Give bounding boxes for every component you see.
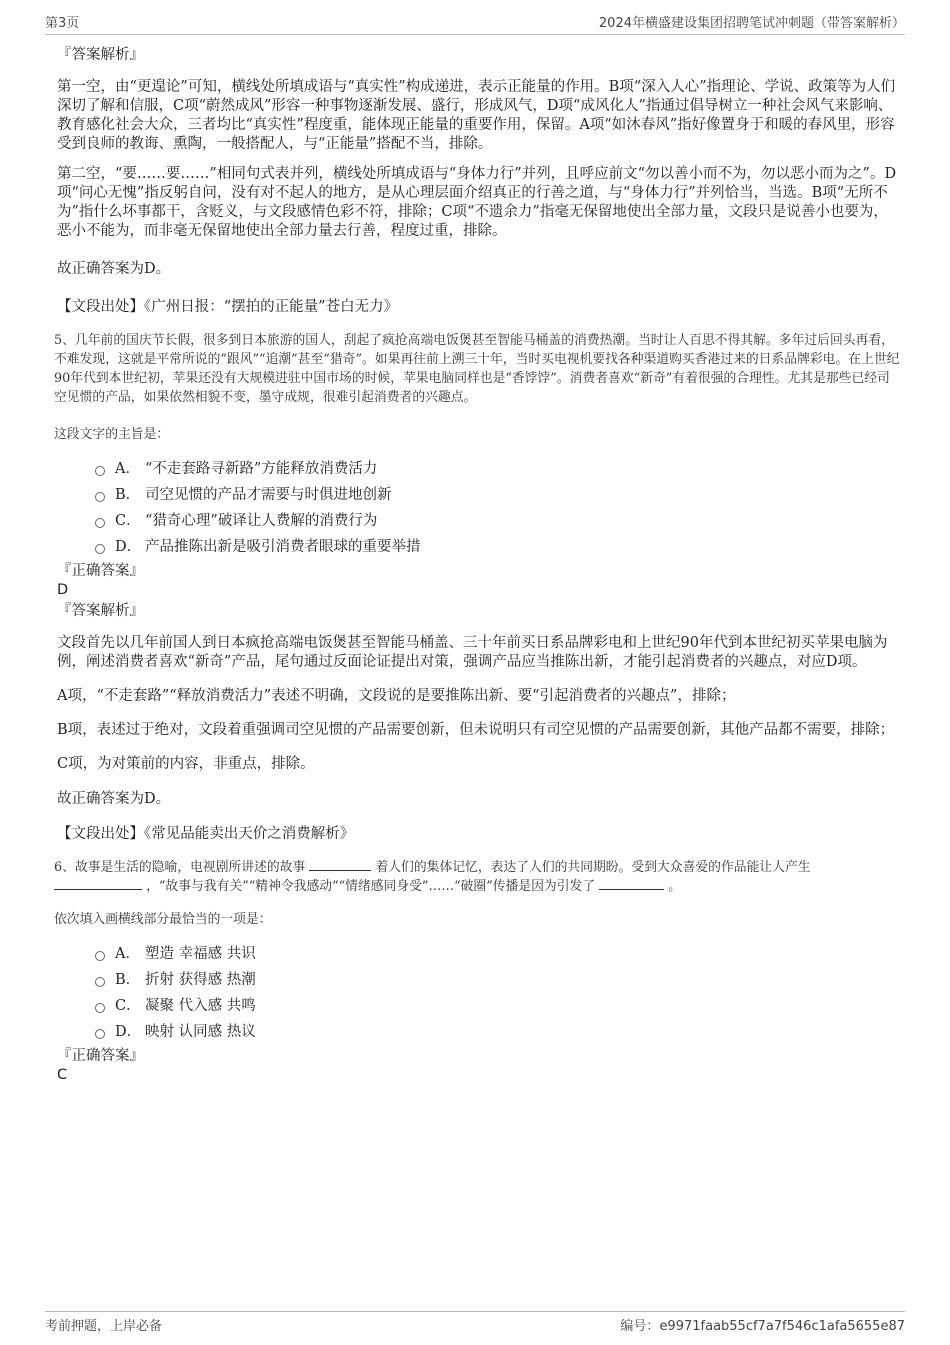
q6-option-a[interactable]: [95, 941, 900, 967]
document-id-label: 编号：: [620, 1319, 660, 1334]
q4-analysis-para-1: 第一空，由“更遑论”可知，横线处所填成语与“真实性”构成递进，表示正能量的作用。B项“深入人心”指理论、学说、政策等为人们深切了解和信服，C项“蔚然成风”形容一种事物逐渐发展、盛行，形成风气，D项“成风化人”指通过倡导树立一种社会风气来影响、教育感化社会大众，三者均比“真实性”程度重，能体现正能量的重要作用，保留。A项“如沐春风”指好像置身于和暖的春风里，形容受到良师的教诲、熏陶，一般搭配人，与“正能量”搭配不当，排除。: [57, 79, 896, 152]
page-footer: [45, 1311, 905, 1334]
q5-conclusion: 故正确答案为D。: [57, 791, 171, 807]
q5-analysis-label: 『答案解析』: [57, 603, 144, 619]
radio-button-icon[interactable]: [95, 951, 105, 961]
q5-prompt: 这段文字的主旨是：: [54, 427, 170, 442]
fill-blank-3: [599, 877, 664, 890]
q6-question-part-3: ，“故事与我有关”“精神令我感动”“情绪感同身受”……“破圈”传播是因为引发了: [146, 879, 596, 894]
q6-option-b[interactable]: [95, 967, 900, 993]
q4-source: 【文段出处】《广州日报：“摆拍的正能量”苍白无力》: [57, 299, 399, 315]
q5-option-d[interactable]: [95, 534, 900, 560]
q5-analysis-para-2: A项，“不走套路”“释放消费活力”表述不明确，文段说的是要推陈出新、要“引起消费者的兴趣点”，排除；: [57, 688, 736, 704]
q5-analysis-para-1: 文段首先以几年前国人到日本疯抢高端电饭煲甚至智能马桶盖、三十年前买日系品牌彩电和上世纪90年代到本世纪初买苹果电脑为例，阐述消费者喜欢“新奇”产品，尾句通过反面论证提出对策，强调产品应当推陈出新，才能引起消费者的兴趣点，对应D项。: [57, 635, 888, 670]
q5-analysis-para-3: B项，表述过于绝对，文段着重强调司空见惯的产品需要创新，但未说明只有司空见惯的产品需要创新，其他产品都不需要，排除；: [57, 722, 895, 738]
radio-button-icon[interactable]: [95, 1029, 105, 1039]
option-text: “不走套路寻新路”方能释放消费活力: [145, 461, 378, 477]
fill-blank-1: [309, 858, 371, 871]
option-label: B．: [115, 972, 141, 988]
main-content: [54, 46, 900, 1085]
radio-button-icon[interactable]: [95, 466, 105, 476]
option-label: B．: [115, 487, 141, 503]
q5-analysis-para-4: C项，为对策前的内容，非重点，排除。: [57, 756, 315, 772]
q6-correct-label: 『正确答案』: [57, 1048, 144, 1064]
footer-slogan: 考前押题，上岸必备: [45, 1319, 163, 1334]
radio-button-icon[interactable]: [95, 492, 105, 502]
q6-question: [54, 858, 900, 896]
q6-correct-answer: C: [57, 1067, 68, 1083]
q6-options: [95, 941, 900, 1045]
option-text: 映射 认同感 热议: [145, 1024, 256, 1040]
q5-correct-label: 『正确答案』: [57, 563, 144, 579]
option-label: C．: [115, 998, 141, 1014]
q6-option-c[interactable]: [95, 993, 900, 1019]
option-label: D．: [115, 1024, 142, 1040]
option-label: D．: [115, 539, 142, 555]
option-label: A．: [115, 461, 140, 477]
radio-button-icon[interactable]: [95, 1003, 105, 1013]
page-header: [45, 12, 905, 35]
radio-button-icon[interactable]: [95, 518, 105, 528]
q4-analysis-para-2: 第二空，“要……要……”相同句式表并列，横线处所填成语与“身体力行”并列，且呼应前文“勿以善小而不为，勿以恶小而为之”。D项“问心无愧”指反躬自问，没有对不起人的地方，是从心理层面介绍真正的行善之道，与“身体力行”并列恰当，当选。B项“无所不为”指什么坏事都干，含贬义，与文段感情色彩不符，排除；C项“不遗余力”指毫无保留地使出全部力量，文段只是说善小也要为，恶小不能为，而非毫无保留地使出全部力量去行善，程度过重，排除。: [57, 166, 897, 239]
q5-correct-answer: D: [57, 582, 69, 598]
page-number: 第3页: [45, 16, 80, 31]
option-text: 折射 获得感 热潮: [145, 972, 256, 988]
option-label: A．: [115, 946, 140, 962]
q4-analysis-label: 『答案解析』: [57, 47, 144, 63]
option-text: 产品推陈出新是吸引消费者眼球的重要举措: [145, 539, 421, 555]
q5-option-b[interactable]: [95, 482, 900, 508]
q6-question-part-1: 6、故事是生活的隐喻，电视剧所讲述的故事: [54, 860, 306, 875]
option-text: 塑造 幸福感 共识: [145, 946, 256, 962]
q6-option-d[interactable]: [95, 1019, 900, 1045]
document-id: [620, 1315, 905, 1334]
option-label: C．: [115, 513, 141, 529]
option-text: “猎奇心理”破译让人费解的消费行为: [145, 513, 378, 529]
q5-source: 【文段出处】《常见品能卖出天价之消费解析》: [57, 826, 355, 842]
q5-options: [95, 456, 900, 560]
option-text: 司空见惯的产品才需要与时俱进地创新: [145, 487, 392, 503]
radio-button-icon[interactable]: [95, 544, 105, 554]
option-text: 凝聚 代入感 共鸣: [145, 998, 256, 1014]
document-id-value: e9971faab55cf7a7f546c1afa5655e87: [659, 1319, 905, 1334]
q5-option-a[interactable]: [95, 456, 900, 482]
q4-conclusion: 故正确答案为D。: [57, 261, 171, 277]
q6-prompt: 依次填入画横线部分最恰当的一项是：: [54, 912, 272, 927]
fill-blank-2: [54, 877, 142, 890]
q6-question-part-2: 着人们的集体记忆，表达了人们的共同期盼。受到大众喜爱的作品能让人产生: [375, 860, 811, 875]
radio-button-icon[interactable]: [95, 977, 105, 987]
q6-question-part-4: 。: [668, 879, 682, 894]
q5-option-c[interactable]: [95, 508, 900, 534]
q5-question: 5、几年前的国庆节长假，很多到日本旅游的国人，刮起了疯抢高端电饭煲甚至智能马桶盖的消费热潮。当时让人百思不得其解。多年过后回头再看，不难发现，这就是平常所说的“跟风”“追潮”甚至“猎奇”。如果再往前上溯三十年，当时买电视机要找各种渠道购买香港过来的日系品牌彩电。在上世纪90年代到本世纪初，苹果还没有大规模进驻中国市场的时候，苹果电脑同样也是“香饽饽”。消费者喜欢“新奇”有着很强的合理性。尤其是那些已经司空见惯的产品，如果依然相貌不变，墨守成规，很难引起消费者的兴趣点。: [54, 333, 900, 405]
document-title: 2024年横盛建设集团招聘笔试冲刺题（带答案解析）: [598, 16, 905, 31]
